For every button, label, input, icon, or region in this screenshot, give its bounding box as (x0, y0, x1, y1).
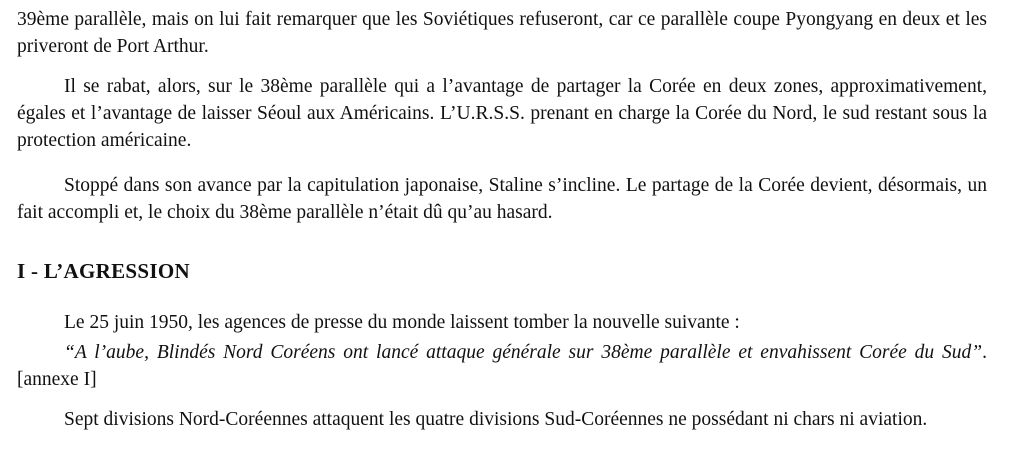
annex-reference: .[annexe I] (17, 342, 987, 390)
paragraph-quote (17, 339, 987, 393)
paragraph-continuation: 39ème parallèle, mais on lui fait remarquer que les Soviétiques refuseront, car ce parallèle coupe Pyongyang en deux et les priveront de Port Arthur. (17, 9, 987, 57)
quote-text: “A l’aube, Blindés Nord Coréens ont lancé attaque générale sur 38ème parallèle et envahissent Corée du Sud” (64, 342, 983, 363)
paragraph-stalin: Stoppé dans son avance par la capitulation japonaise, Staline s’incline. Le partage de la Corée devient, désormais, un fait accompli et, le choix du 38ème parallèle n’était dû qu’au hasard. (17, 175, 987, 223)
paragraph-divisions: Sept divisions Nord-Coréennes attaquent les quatre divisions Sud-Coréennes ne possédant ni chars ni aviation. (64, 409, 928, 430)
paragraph-june-1950: Le 25 juin 1950, les agences de presse du monde laissent tomber la nouvelle suivante : (64, 312, 740, 333)
paragraph-38th-parallel: Il se rabat, alors, sur le 38ème parallèle qui a l’avantage de partager la Corée en deux zones, approximativement, égales et l’avantage de laisser Séoul aux Américains. L’U.R.S.S. prenant en charge la Corée du Nord, le sud restant sous la protection américaine. (17, 76, 987, 151)
section-heading: I - L’AGRESSION (17, 259, 190, 283)
